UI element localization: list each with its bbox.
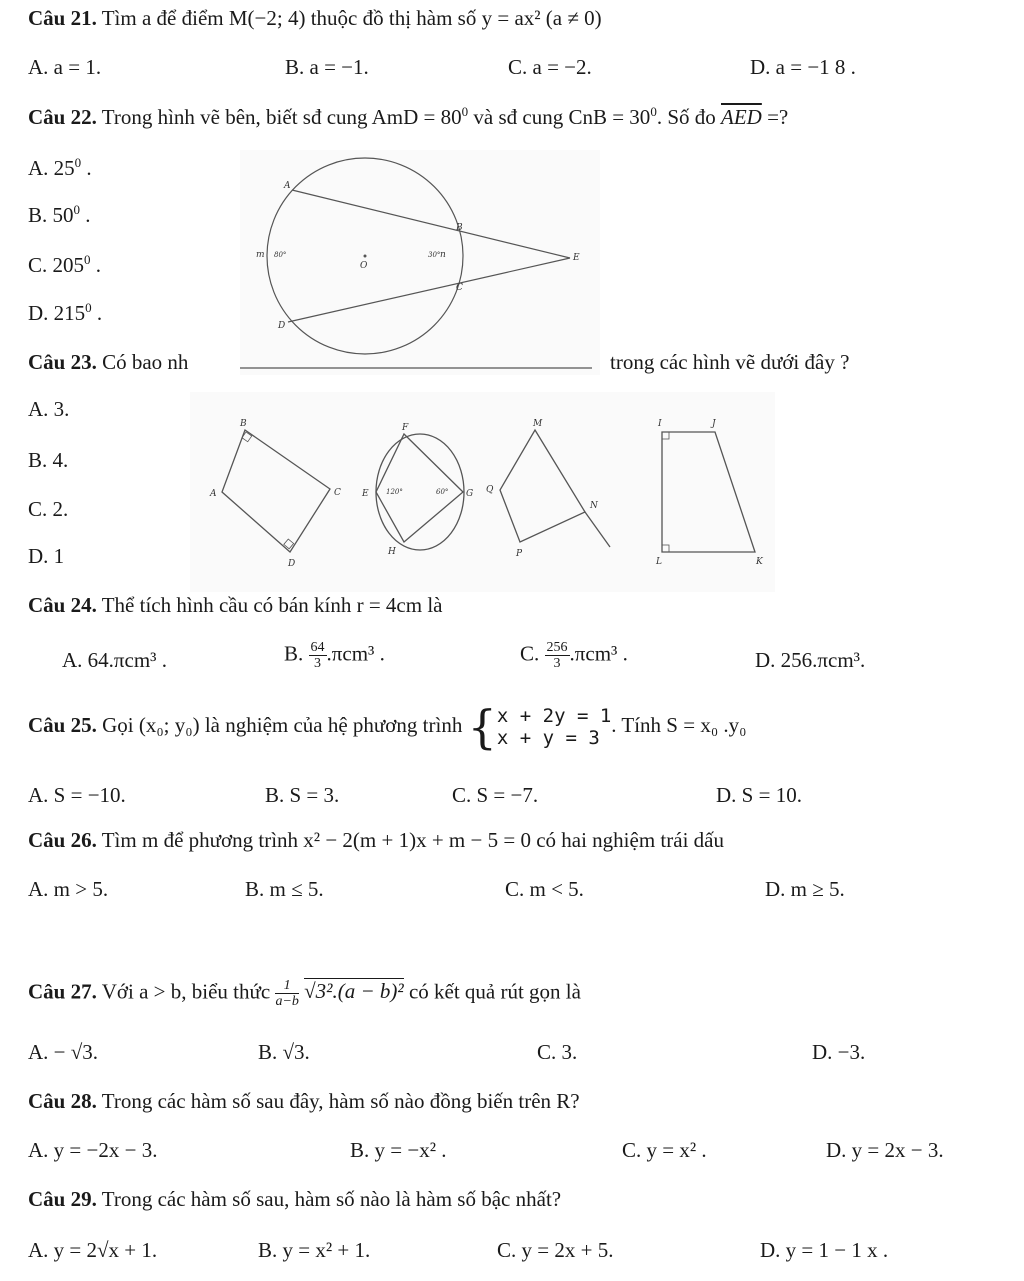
q26-stem [28, 828, 724, 853]
q24-option-b-num: 64 [310, 640, 325, 655]
q28-stem [28, 1089, 580, 1114]
q22-label-e: E [573, 253, 580, 263]
q25-option-b: B. S = 3. [265, 783, 340, 807]
q27-frac-den: a−b [275, 994, 299, 1009]
q24-option-c [520, 640, 628, 671]
q24-option-b [284, 640, 385, 671]
q29-stem [28, 1187, 561, 1212]
q25-eq1: x + 2y = 1 [496, 705, 612, 727]
q22-label-m: m [256, 250, 265, 260]
q23-label-i: I [658, 419, 662, 429]
q29-option-c: C. y = 2x + 5. [497, 1238, 614, 1262]
q21-stem [28, 6, 602, 31]
q25-label: Câu 25. [28, 712, 97, 737]
q29-option-b: B. y = x² + 1. [258, 1238, 371, 1262]
q29-label: Câu 29. [28, 1187, 97, 1211]
q23-label-q: Q [486, 485, 494, 495]
q22-text-4: =? [761, 105, 789, 129]
q29-option-a: A. y = 2√x + 1. [28, 1238, 158, 1262]
q23-text-start: Có bao nh [102, 350, 189, 374]
q23-label-p: P [516, 549, 523, 559]
q24-option-b-prefix: B. [284, 641, 309, 666]
q22-option-c: C. $205^0$ . [28, 252, 102, 277]
q22-option-d: D. $215^0$ . [28, 300, 103, 325]
q23-text-end: trong các hình vẽ dưới đây ? [610, 350, 850, 374]
q22-option-a-deg: 0 [74, 155, 82, 170]
q22-label-d: D [278, 321, 286, 331]
q21-option-b: B. a = −1. [285, 55, 369, 79]
q25-text-2: . Tính S = x₀ .y₀ [611, 712, 747, 737]
q27-root: √3².(a − b)² [304, 979, 404, 1004]
q27-label: Câu 27. [28, 979, 97, 1004]
q22-arc: $\overline{AED}$ [721, 105, 762, 129]
q26-text: Tìm m để phương trình x² − 2(m + 1)x + m − 5 = 0 có hai nghiệm trái dấu [101, 828, 724, 852]
q24-option-b-post: .πcm³ . [326, 641, 385, 666]
q28-option-d: D. y = 2x − 3. [826, 1138, 944, 1162]
q23-label-e: E [362, 489, 369, 499]
q22-text-3: . Số đo [656, 105, 721, 129]
q22-option-c-text: C. 205 [28, 253, 85, 277]
q23-label-120: 120° [386, 488, 403, 496]
q22-text-2: và sđ cung CnB = 30 [468, 105, 651, 129]
q27-fraction [275, 978, 298, 1009]
q23-label-g: G [466, 489, 474, 499]
q28-label: Câu 28. [28, 1089, 97, 1113]
q22-label-c: C [456, 283, 463, 293]
q25-brace: { [467, 700, 497, 754]
q23-label-60: 60° [436, 488, 449, 496]
q23-label-c: C [334, 488, 341, 498]
q25-option-d: D. S = 10. [716, 783, 802, 807]
q27-stem [28, 978, 581, 1009]
q22-option-a: A. $25^0$ . [28, 155, 92, 180]
q23-label: Câu 23. [28, 350, 97, 374]
q23-option-c: C. 2. [28, 497, 69, 521]
q23-stem-start [28, 350, 188, 375]
q25-option-c: C. S = −7. [452, 783, 539, 807]
q23-label-d: D [288, 559, 296, 569]
q24-option-d: D. 256.πcm³. [755, 648, 866, 672]
q21-label: Câu 21. [28, 6, 97, 30]
q23-label-n: N [590, 501, 598, 511]
q25-option-a: A. S = −10. [28, 783, 126, 807]
q28-text: Trong các hàm số sau đây, hàm số nào đồng biến trên R? [101, 1089, 580, 1113]
q23-label-k: K [756, 557, 763, 567]
q23-label-j: J [712, 419, 716, 429]
q23-label-l: L [656, 557, 662, 567]
q27-frac-num: 1 [275, 978, 298, 994]
q23-option-b: B. 4. [28, 448, 69, 472]
q22-circle-figure [240, 150, 600, 375]
q21-text: Tìm a để điểm M(−2; 4) thuộc đồ thị hàm số y = ax² (a ≠ 0) [101, 6, 602, 30]
q22-stem [28, 104, 788, 130]
q22-text-1: Trong hình vẽ bên, biết sđ cung AmD = 80 [101, 105, 462, 129]
q21-option-a: A. a = 1. [28, 55, 102, 79]
q28-option-b: B. y = −x² . [350, 1138, 447, 1162]
q23-label-f: F [402, 423, 409, 433]
q29-text: Trong các hàm số sau, hàm số nào là hàm số bậc nhất? [101, 1187, 562, 1211]
q24-stem [28, 593, 442, 618]
q24-option-a: A. 64.πcm³ . [62, 648, 167, 672]
q24-option-c-frac [545, 640, 570, 671]
q29-option-d: D. y = 1 − 1 x . [760, 1238, 889, 1262]
q23-quadrilaterals-figure [190, 392, 775, 592]
q25-text-1: Gọi (x₀; y₀) là nghiệm của hệ phương trình [102, 712, 463, 737]
q24-option-c-num: 256 [546, 640, 568, 655]
q22-deg-2: 0 [650, 104, 657, 119]
q26-option-c: C. m < 5. [505, 877, 584, 901]
q27-text-1: Với a > b, biểu thức [101, 979, 271, 1004]
q22-center-dot [364, 255, 367, 258]
q23-option-d: D. 1 [28, 544, 65, 568]
q23-label-a: A [210, 489, 217, 499]
q26-option-d: D. m ≥ 5. [765, 877, 845, 901]
q26-label: Câu 26. [28, 828, 97, 852]
q28-option-a: A. y = −2x − 3. [28, 1138, 158, 1162]
q22-option-d-deg: 0 [85, 300, 92, 315]
q24-text: Thể tích hình cầu có bán kính r = 4cm là [101, 593, 443, 617]
q28-option-c: C. y = x² . [622, 1138, 707, 1162]
q27-option-b: B. √3. [258, 1040, 310, 1064]
q25-eq2: x + y = 3 [496, 727, 600, 749]
q22-label-30: 30° [428, 251, 441, 259]
q26-option-a: A. m > 5. [28, 877, 109, 901]
q27-option-d: D. −3. [812, 1040, 866, 1064]
q23-label-m: M [533, 419, 543, 429]
q21-option-c: C. a = −2. [508, 55, 592, 79]
q26-option-b: B. m ≤ 5. [245, 877, 324, 901]
q22-option-b-deg: 0 [73, 202, 81, 217]
q22-option-c-deg: 0 [84, 252, 91, 267]
q22-label-80: 80° [274, 251, 287, 259]
q25-stem [28, 700, 746, 754]
q24-option-c-post: .πcm³ . [569, 641, 628, 666]
q21-option-d: D. a = −1 8 . [750, 55, 856, 79]
q22-option-d-text: D. 215 [28, 301, 86, 325]
q22-label-a: A [284, 181, 291, 191]
q27-option-c: C. 3. [537, 1040, 578, 1064]
q24-label: Câu 24. [28, 593, 97, 617]
q22-label-b: B [456, 223, 463, 233]
q22-option-b: B. $50^0$ . [28, 202, 91, 227]
q25-system [497, 705, 611, 749]
q22-option-b-text: B. 50 [28, 203, 74, 227]
q24-option-c-prefix: C. [520, 641, 545, 666]
q23-label-h: H [388, 547, 396, 557]
q24-option-c-den: 3 [553, 656, 561, 671]
q23-label-b: B [240, 419, 247, 429]
q27-text-2: có kết quả rút gọn là [408, 979, 581, 1004]
q22-label: Câu 22. [28, 105, 97, 129]
q22-option-a-text: A. 25 [28, 156, 75, 180]
q24-option-b-frac [309, 640, 327, 671]
q22-deg-1: 0 [461, 104, 469, 119]
q24-option-b-den: 3 [314, 656, 322, 671]
q22-label-n: n [440, 250, 446, 260]
q27-option-a: A. − √3. [28, 1040, 99, 1064]
q22-label-o: O [360, 261, 368, 271]
q23-option-a: A. 3. [28, 397, 70, 421]
